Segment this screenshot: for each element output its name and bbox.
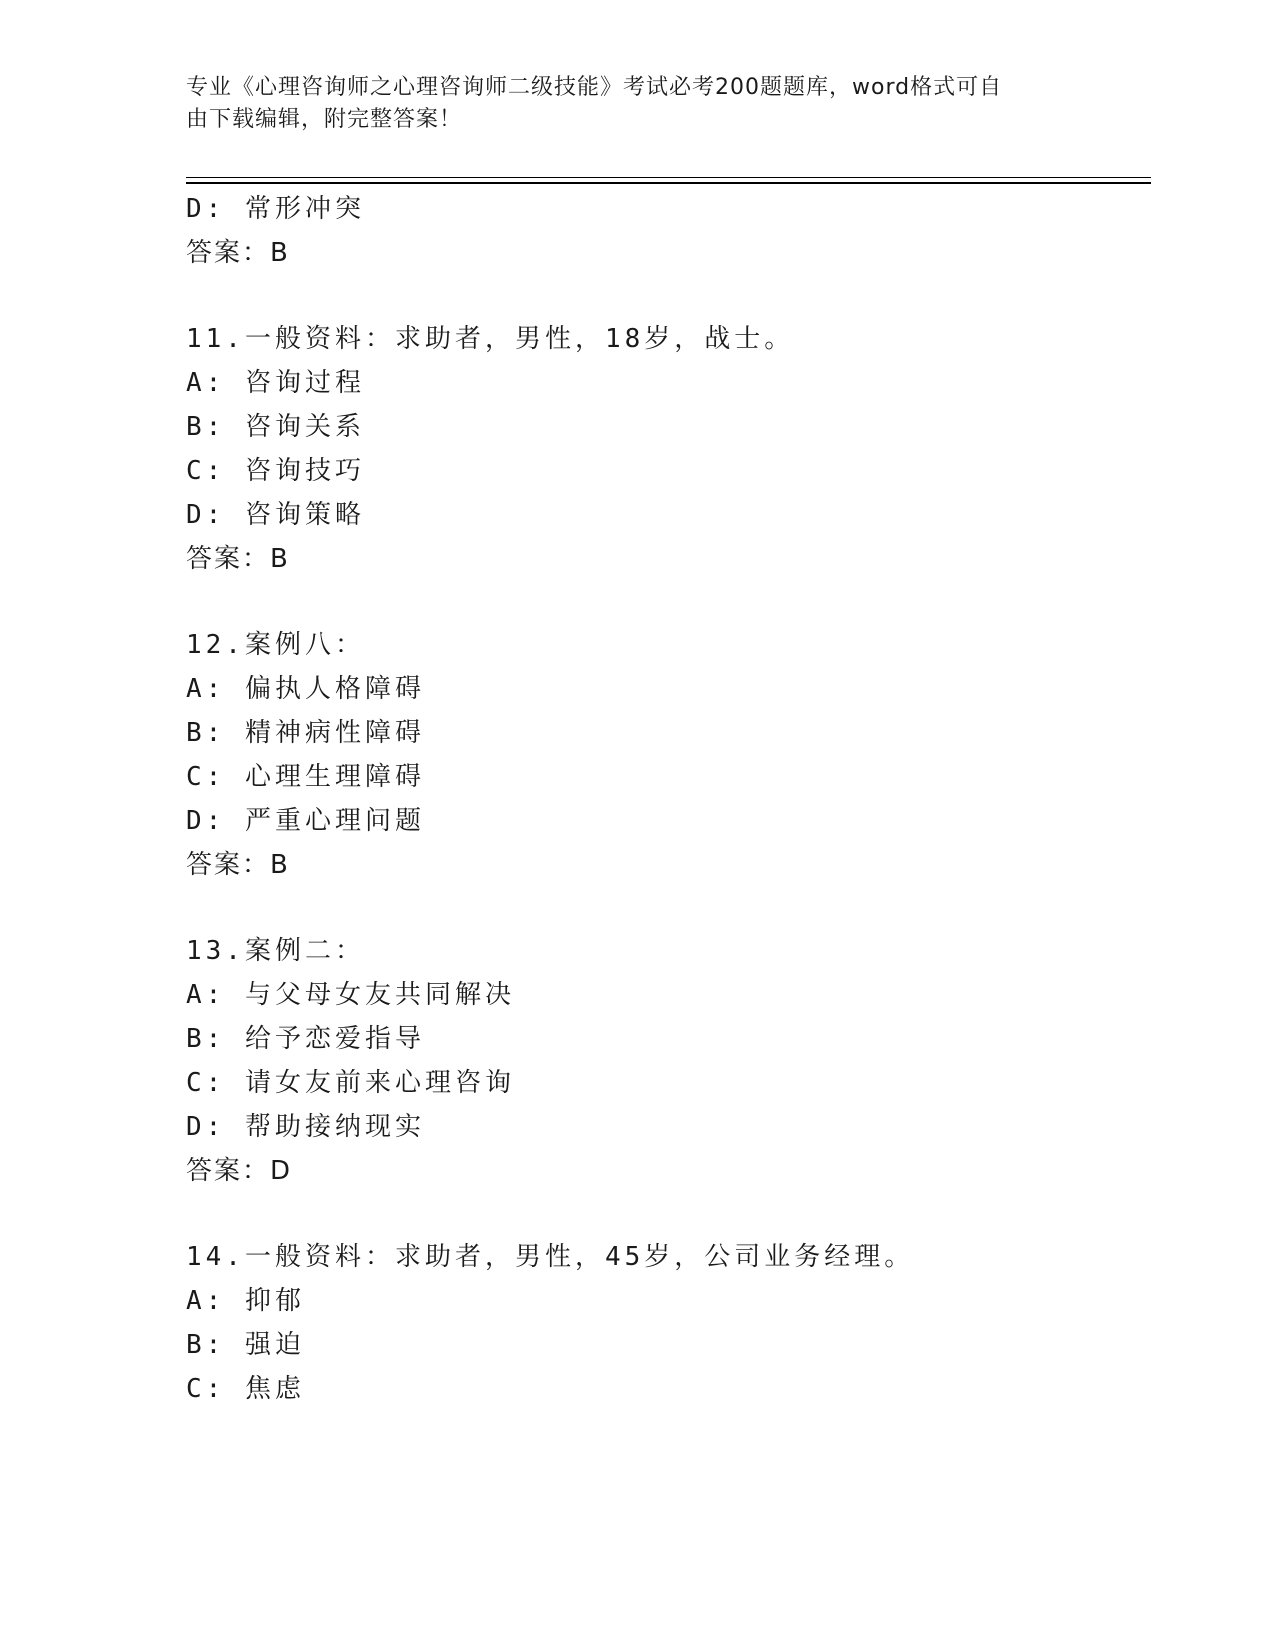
header-divider-thin (186, 177, 1151, 178)
answer-label: 答案：D (186, 1156, 293, 1186)
answer-label: 答案：B (186, 544, 290, 574)
header-line-1: 专业《心理咨询师之心理咨询师二级技能》考试必考200题题库，word格式可自 (186, 75, 1003, 100)
question-12: 12.案例八： (186, 630, 365, 660)
header-line-2: 由下载编辑，附完整答案！ (186, 107, 463, 132)
header-divider-thick (186, 182, 1151, 184)
document-header (186, 72, 1086, 136)
option-b: B: 强迫 (186, 1330, 305, 1360)
option-b: B: 咨询关系 (186, 412, 365, 442)
option-b: B: 给予恋爱指导 (186, 1024, 425, 1054)
option-d: D: 帮助接纳现实 (186, 1112, 425, 1142)
option-d: D: 常形冲突 (186, 194, 365, 224)
option-d: D: 严重心理问题 (186, 806, 425, 836)
option-c: C: 咨询技巧 (186, 456, 365, 486)
option-a: A: 咨询过程 (186, 368, 365, 398)
option-b: B: 精神病性障碍 (186, 718, 425, 748)
option-a: A: 抑郁 (186, 1286, 305, 1316)
option-c: C: 焦虑 (186, 1374, 305, 1404)
question-11: 11.一般资料：求助者，男性，18岁，战士。 (186, 324, 795, 354)
option-c: C: 心理生理障碍 (186, 762, 425, 792)
option-d: D: 咨询策略 (186, 500, 365, 530)
option-a: A: 偏执人格障碍 (186, 674, 425, 704)
option-c: C: 请女友前来心理咨询 (186, 1068, 515, 1098)
answer-label: 答案：B (186, 238, 290, 268)
question-14: 14.一般资料：求助者，男性，45岁，公司业务经理。 (186, 1242, 915, 1272)
answer-label: 答案：B (186, 850, 290, 880)
option-a: A: 与父母女友共同解决 (186, 980, 515, 1010)
question-13: 13.案例二： (186, 936, 365, 966)
